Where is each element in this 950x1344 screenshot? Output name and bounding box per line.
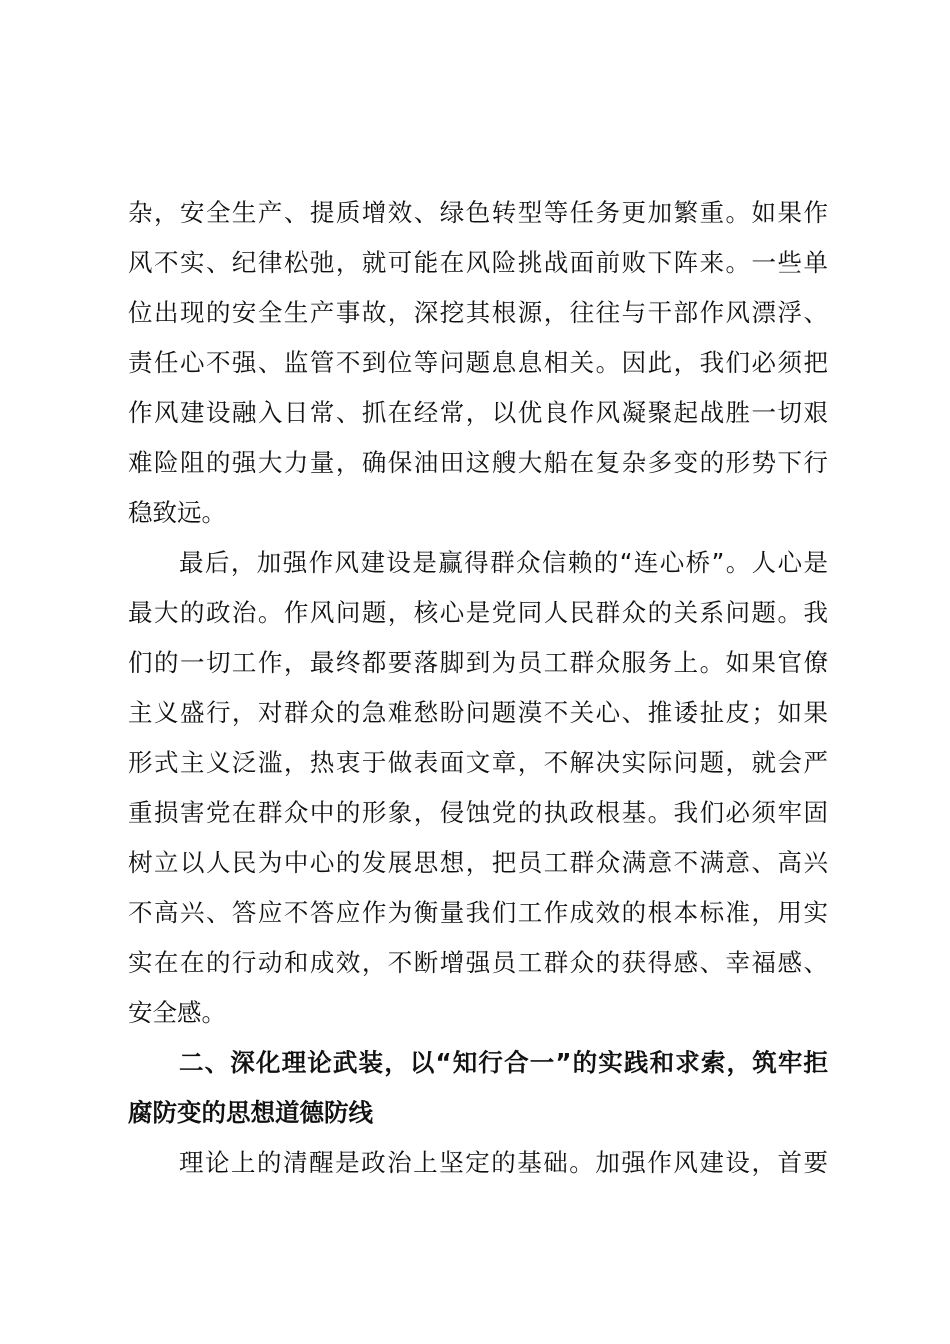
paragraph-line: 最大的政治。作风问题，核心是党同人民群众的关系问题。我 (128, 598, 828, 627)
paragraph-line: 杂，安全生产、提质增效、绿色转型等任务更加繁重。如果作 (128, 198, 828, 227)
paragraph-line: 稳致远。 (128, 498, 226, 527)
section-heading-line: 二、深化理论武装，以“知行合一”的实践和求索，筑牢拒 (179, 1048, 828, 1077)
paragraph-line: 重损害党在群众中的形象，侵蚀党的执政根基。我们必须牢固 (128, 798, 828, 827)
paragraph-line: 形式主义泛滥，热衷于做表面文章，不解决实际问题，就会严 (128, 748, 828, 777)
paragraph-line: 位出现的安全生产事故，深挖其根源，往往与干部作风漂浮、 (128, 298, 828, 327)
paragraph-line: 风不实、纪律松弛，就可能在风险挑战面前败下阵来。一些单 (128, 248, 828, 277)
paragraph-line: 最后，加强作风建设是赢得群众信赖的“连心桥”。人心是 (179, 548, 828, 577)
paragraph-line: 不高兴、答应不答应作为衡量我们工作成效的根本标准，用实 (128, 898, 828, 927)
paragraph-line: 作风建设融入日常、抓在经常，以优良作风凝聚起战胜一切艰 (128, 398, 828, 427)
section-heading-line: 腐防变的思想道德防线 (128, 1098, 373, 1127)
paragraph-line: 树立以人民为中心的发展思想，把员工群众满意不满意、高兴 (128, 848, 828, 877)
paragraph-line: 责任心不强、监管不到位等问题息息相关。因此，我们必须把 (128, 348, 828, 377)
paragraph-line: 主义盛行，对群众的急难愁盼问题漠不关心、推诿扯皮；如果 (128, 698, 828, 727)
paragraph-line: 难险阻的强大力量，确保油田这艘大船在复杂多变的形势下行 (128, 448, 828, 477)
paragraph-line: 安全感。 (128, 998, 226, 1027)
paragraph-line: 理论上的清醒是政治上坚定的基础。加强作风建设，首要 (179, 1148, 828, 1177)
paragraph-line: 们的一切工作，最终都要落脚到为员工群众服务上。如果官僚 (128, 648, 828, 677)
paragraph-line: 实在在的行动和成效，不断增强员工群众的获得感、幸福感、 (128, 948, 828, 977)
